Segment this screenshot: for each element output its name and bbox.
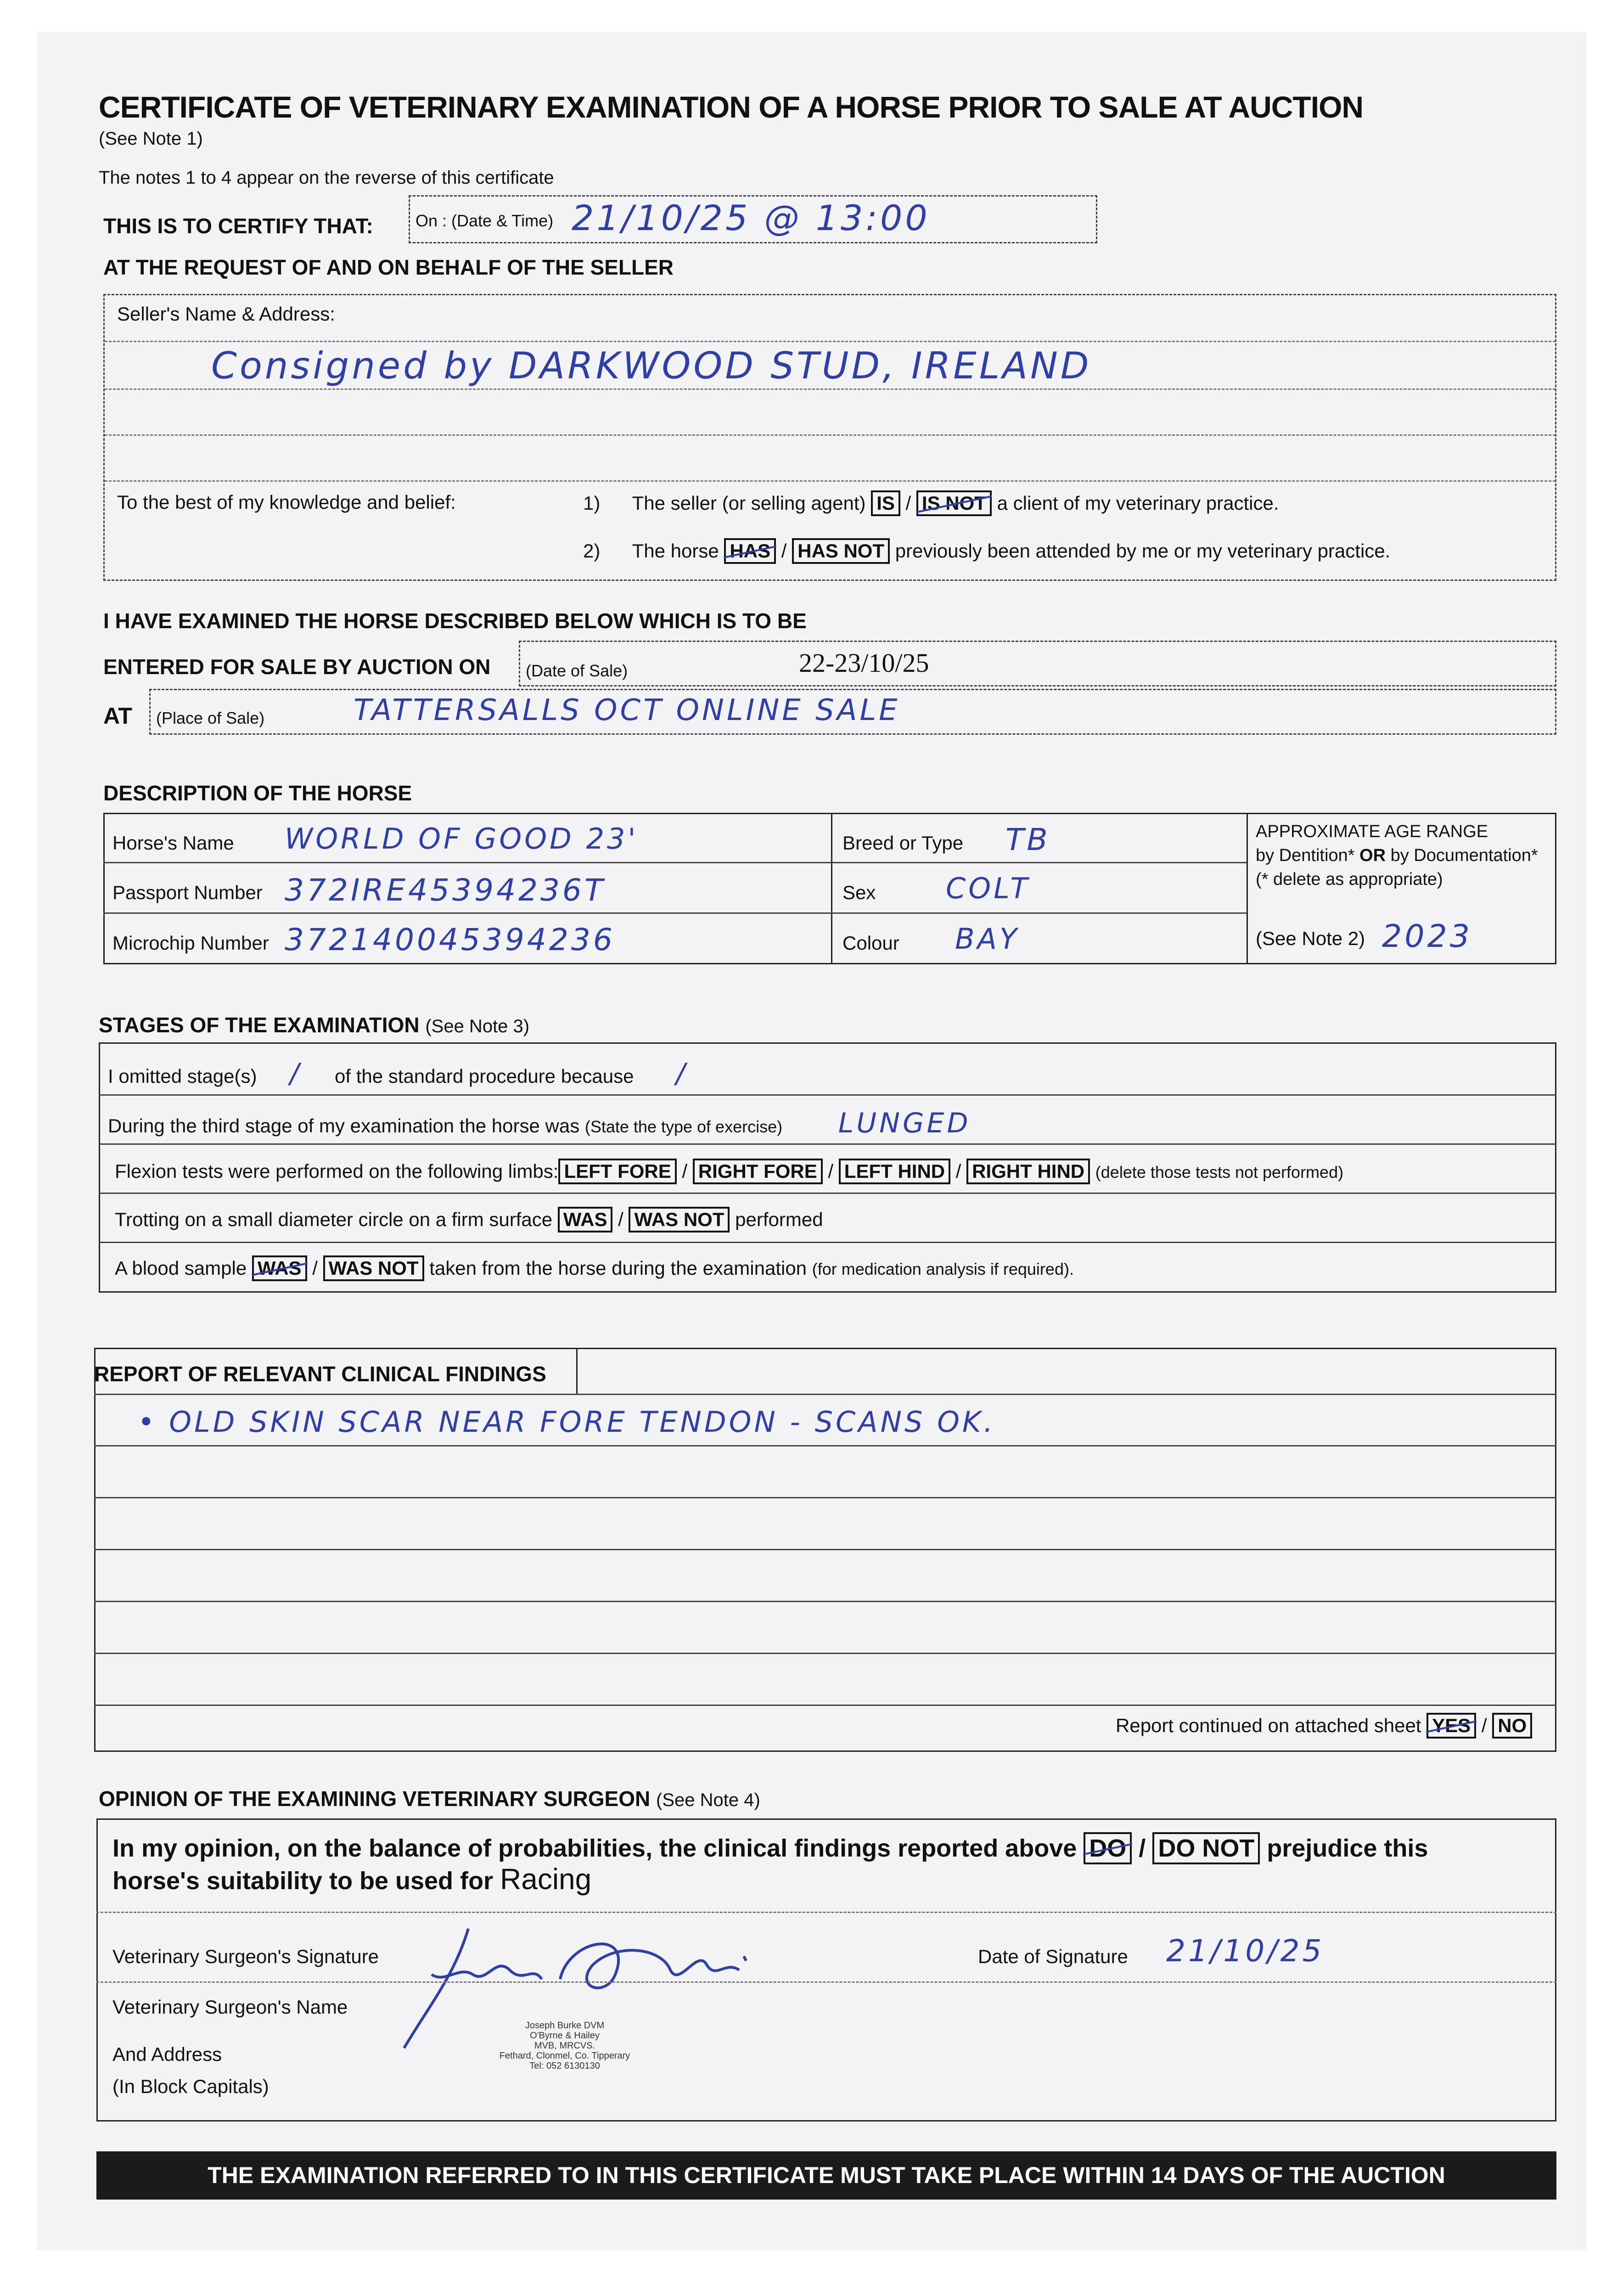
opinion-text-3: horse's suitability to be used for [112,1867,493,1895]
microchip-value: 372140045394236 [285,922,615,957]
divider [94,1549,1556,1550]
divider [831,813,832,964]
opinion-text-1: In my opinion, on the balance of probabilities, the clinical findings reported above [112,1835,1077,1862]
trotting-label: Trotting on a small diameter circle on a firm surface [115,1209,553,1230]
place-value: TATTERSALLS OCT ONLINE SALE [354,693,900,727]
age-range-block [1256,820,1538,891]
flex-right-hind: RIGHT HIND [966,1159,1090,1184]
flex-left-fore: LEFT FORE [558,1159,676,1184]
divider [105,388,1556,390]
opinion-do-option: DO [1084,1832,1132,1864]
age-label-dentition: by Dentition* [1256,846,1355,865]
trot-sep: / [618,1209,623,1230]
trot-was-option: WAS [558,1207,613,1232]
flex-note: (delete those tests not performed) [1095,1163,1344,1182]
passport-value: 372IRE45394236T [285,872,606,908]
divider [96,1981,1556,1983]
divider [99,1242,1556,1243]
trotting-row [115,1207,823,1232]
divider [105,480,1556,482]
divider [99,1193,1556,1194]
divider [105,341,1556,342]
k1-sep: / [905,492,911,514]
age-label-3: (* delete as appropriate) [1256,870,1443,889]
blood-note: (for medication analysis if required). [812,1260,1074,1278]
certify-label: THIS IS TO CERTIFY THAT: [103,214,373,238]
omitted-mid: of the standard procedure because [335,1065,634,1087]
date-signature-value: 21/10/25 [1166,1933,1325,1969]
age-label-documentation: by Documentation* [1390,846,1538,865]
stamp-line: Joseph Burke DVM [525,2020,605,2031]
divider [94,1394,1556,1395]
see-note-1: (See Note 1) [99,129,203,149]
divider [94,1601,1556,1602]
blood-post: taken from the horse during the examination [429,1257,807,1279]
flex-right-fore: RIGHT FORE [693,1159,823,1184]
continued-row [1116,1713,1532,1739]
stages-label: STAGES OF THE EXAMINATION [99,1013,420,1037]
third-stage-value: LUNGED [838,1107,971,1139]
continued-label: Report continued on attached sheet [1116,1715,1421,1736]
k2-post: previously been attended by me or my veterinary practice. [895,540,1391,562]
third-stage-row [108,1107,971,1139]
k2-has-option: HAS [724,538,776,564]
k2-pre: The horse [632,540,719,562]
notes-line: The notes 1 to 4 appear on the reverse of this certificate [99,168,554,188]
seller-label: Seller's Name & Address: [117,303,335,325]
flex-sep: / [955,1160,961,1182]
blood-row [115,1255,1074,1281]
continued-no-option: NO [1492,1713,1532,1739]
flexion-row [115,1159,1343,1184]
date-of-sale-value: 22-23/10/25 [799,648,929,678]
name-label: Veterinary Surgeon's Name [112,1996,348,2018]
k1-is-not-option: IS NOT [916,490,992,516]
k1-post: a client of my veterinary practice. [997,492,1279,514]
on-label: On : (Date & Time) [416,211,554,230]
colour-value: BAY [955,922,1020,956]
stamp-line: O'Byrne & Hailey [530,2031,600,2041]
sex-value: COLT [946,872,1031,905]
date-signature-label: Date of Signature [978,1946,1128,1967]
stamp-line: MVB, MRCVS. [534,2041,595,2051]
microchip-label: Microchip Number [112,932,269,954]
breed-value: TB [1005,822,1050,857]
k2-has-not-option: HAS NOT [792,538,890,564]
opinion-note: (See Note 4) [656,1790,760,1810]
footer-banner: THE EXAMINATION REFERRED TO IN THIS CERTIFICATE MUST TAKE PLACE WITHIN 14 DAYS OF THE AUCTION [96,2151,1556,2200]
omitted-pre: I omitted stage(s) [108,1065,257,1087]
flex-left-hind: LEFT HIND [839,1159,950,1184]
knowledge-item-2 [583,538,1390,564]
omitted-row [108,1058,724,1090]
opinion-heading [99,1786,760,1811]
divider [99,1094,1556,1096]
blood-sep: / [312,1257,318,1279]
continued-sep: / [1481,1715,1487,1736]
stages-note: (See Note 3) [425,1016,530,1036]
trot-was-not-option: WAS NOT [629,1207,730,1232]
trot-post: performed [735,1209,823,1230]
omitted-reason: / [676,1058,688,1090]
age-value: 2023 [1382,918,1473,955]
omitted-value: / [290,1058,302,1090]
flex-sep: / [828,1160,834,1182]
continued-yes-option: YES [1426,1713,1476,1739]
age-label-or: OR [1359,846,1386,865]
date-of-sale-label: (Date of Sale) [526,661,628,680]
blood-was-not-option: WAS NOT [323,1255,424,1281]
horse-name-value: WORLD OF GOOD 23' [285,822,639,855]
opinion-label: OPINION OF THE EXAMINING VETERINARY SURGEON [99,1787,651,1811]
examined-label: I HAVE EXAMINED THE HORSE DESCRIBED BELOW WHICH IS TO BE [103,609,807,633]
flex-sep: / [682,1160,688,1182]
report-value: • OLD SKIN SCAR NEAR FORE TENDON - SCANS OK. [138,1405,996,1439]
stages-heading [99,1013,529,1037]
k1-num: 1) [583,492,601,514]
description-label: DESCRIPTION OF THE HORSE [103,781,412,805]
third-stage-label: During the third stage of my examination the horse was [108,1115,580,1137]
divider [576,1348,578,1394]
opinion-use: Racing [500,1863,592,1896]
report-label: REPORT OF RELEVANT CLINICAL FINDINGS [94,1362,546,1386]
divider [1247,813,1248,964]
signature-label: Veterinary Surgeon's Signature [112,1946,379,1967]
divider [94,1497,1556,1498]
age-note: (See Note 2) [1256,928,1365,949]
passport-label: Passport Number [112,882,263,903]
blood-pre: A blood sample [115,1257,247,1279]
opinion-do-not-option: DO NOT [1152,1832,1260,1864]
flexion-label: Flexion tests were performed on the following limbs: [115,1160,559,1182]
entered-label: ENTERED FOR SALE BY AUCTION ON [103,655,491,679]
knowledge-label: To the best of my knowledge and belief: [117,491,456,513]
request-label: AT THE REQUEST OF AND ON BEHALF OF THE SELLER [103,255,674,279]
divider [94,1445,1556,1446]
practice-stamp [473,2020,657,2071]
opinion-text-2: prejudice this [1267,1835,1428,1862]
k1-is-option: IS [871,490,900,516]
opinion-text [112,1832,1428,1896]
exam-date-time: 21/10/25 @ 13:00 [572,197,930,238]
divider [103,912,1247,914]
divider [96,1912,1556,1913]
place-label: (Place of Sale) [156,709,265,727]
divider [94,1705,1556,1706]
horse-name-label: Horse's Name [112,832,234,854]
colour-label: Colour [842,932,899,954]
seller-value: Consigned by DARKWOOD STUD, IRELAND [211,344,1092,387]
date-of-sale-field [519,641,1556,687]
address-label: And Address [112,2043,222,2065]
k1-pre: The seller (or selling agent) [632,492,866,514]
divider [105,434,1556,436]
divider [99,1143,1556,1145]
blood-was-option: WAS [252,1255,307,1281]
sex-label: Sex [842,882,876,903]
breed-label: Breed or Type [842,832,964,854]
divider [94,1653,1556,1654]
stamp-line: Fethard, Clonmel, Co. Tipperary [499,2051,630,2061]
opinion-sep: / [1139,1835,1146,1862]
block-caps-label: (In Block Capitals) [112,2076,269,2097]
at-label: AT [103,703,132,729]
k2-num: 2) [583,540,601,562]
stamp-line: Tel: 052 6130130 [529,2061,600,2071]
third-stage-note: (State the type of exercise) [584,1117,783,1136]
certificate-title: CERTIFICATE OF VETERINARY EXAMINATION OF A HORSE PRIOR TO SALE AT AUCTION [99,90,1364,124]
age-label-1: APPROXIMATE AGE RANGE [1256,822,1488,841]
divider [103,862,1247,863]
k2-sep: / [781,540,787,562]
knowledge-item-1 [583,490,1279,516]
